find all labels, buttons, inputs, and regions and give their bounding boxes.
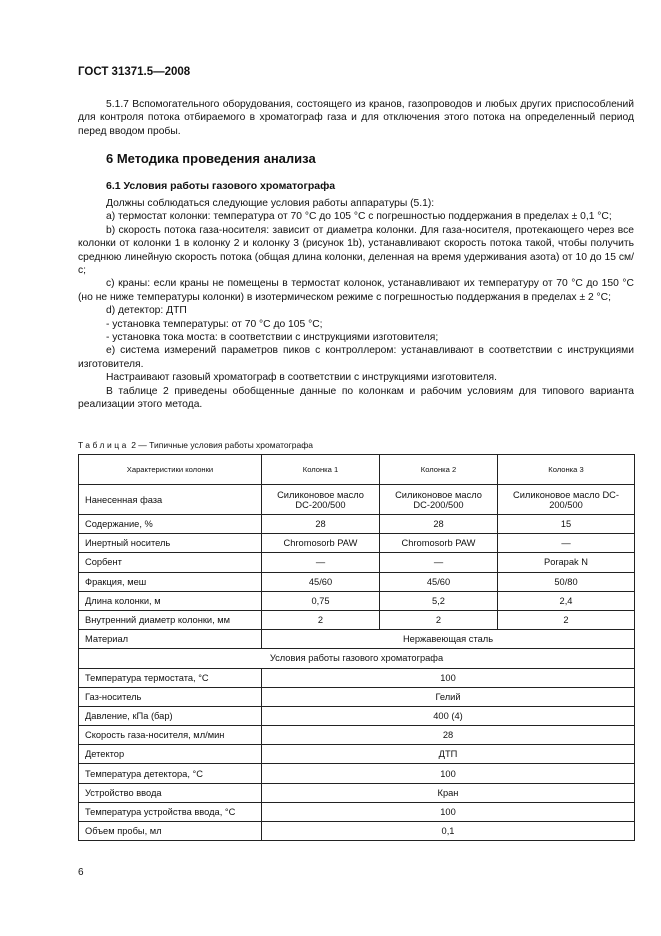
table-cell: 28 [262, 726, 635, 745]
table-cell: 100 [262, 802, 635, 821]
table-row [79, 822, 635, 841]
table-row [79, 649, 635, 668]
paragraph: a) термостат колонки: температура от 70 °С до 105 °С с погрешностью поддержания в пределах ± 0,1 °С; [106, 211, 612, 223]
section-heading: 6 Методика проведения анализа [106, 151, 316, 166]
paragraph: Настраивают газовый хроматограф в соответствии с инструкциями изготовителя. [106, 372, 497, 384]
table-row [79, 572, 635, 591]
table-cell: Устройство ввода [79, 783, 262, 802]
table-cell: Колонка 3 [498, 455, 635, 485]
table-cell: Содержание, % [79, 515, 262, 534]
table-cell: Материал [79, 630, 262, 649]
table-cell: ДТП [262, 745, 635, 764]
table-cell: Силиконовое масло DC-200/500 [262, 485, 380, 515]
table-cell: Силиконовое масло DC-200/500 [498, 485, 635, 515]
table-cell: 100 [262, 764, 635, 783]
table-cell: 45/60 [262, 572, 380, 591]
table-row [79, 553, 635, 572]
table-row [79, 455, 635, 485]
table-cell: Инертный носитель [79, 534, 262, 553]
paragraph: d) детектор: ДТП [106, 305, 187, 317]
page-number: 6 [78, 867, 84, 878]
table-cell: 2 [380, 610, 498, 629]
table-cell: Длина колонки, м [79, 591, 262, 610]
table-row [79, 764, 635, 783]
paragraph: e) система измерений параметров пиков с контроллером: устанавливают в соответствии с инструкциями изготовителя. [78, 345, 634, 370]
table-row [79, 610, 635, 629]
caption-label: Таблица [78, 440, 129, 450]
table-cell: 5,2 [380, 591, 498, 610]
table-cell: Скорость газа-носителя, мл/мин [79, 726, 262, 745]
table-row [79, 668, 635, 687]
table-row [79, 534, 635, 553]
table-row [79, 706, 635, 725]
table-cell: Porapak N [498, 553, 635, 572]
table-cell: 100 [262, 668, 635, 687]
table-cell: 50/80 [498, 572, 635, 591]
table-cell: 2,4 [498, 591, 635, 610]
table-cell: Нанесенная фаза [79, 485, 262, 515]
paragraph: b) скорость потока газа-носителя: зависит от диаметра колонки. Для газа-носителя, протекающего через все колонки от колонки 1 в колонку 2 и колонку 3 (рисунок 1b), устанавливают скорость потока такой, чтобы получить среднюю линейную скорость потока (общая длина колонки, деленная на время удерживания азота) от 10 до 15 см/с; [78, 224, 634, 277]
subsection-heading: 6.1 Условия работы газового хроматографа [106, 180, 336, 192]
table-cell: 0,75 [262, 591, 380, 610]
conditions-table [78, 454, 635, 841]
paragraph: В таблице 2 приведены обобщенные данные по колонкам и рабочим условиям для типового варианта реализации этого метода. [78, 385, 634, 411]
table-row [79, 745, 635, 764]
table-cell: 2 [498, 610, 635, 629]
table-cell: Chromosorb PAW [380, 534, 498, 553]
paragraph-text: 5.1.7 Вспомогательного оборудования, состоящего из кранов, газопроводов и любых других приспособлений для контроля потока отбираемого в хроматограф газа и для отключения этого потока на определенный период перед вводом пробы. [78, 99, 634, 137]
table-cell: 2 [262, 610, 380, 629]
paragraph: c) краны: если краны не помещены в термостат колонок, устанавливают их температуру от 70 °С до 150 °С (но не ниже температуры колонки) в изотермическом режиме с погрешностью поддержания в пределах ± 2 °С; [78, 278, 634, 303]
conditions-text [78, 197, 634, 412]
paragraph: Должны соблюдаться следующие условия работы аппаратуры (5.1): [106, 198, 435, 209]
table-cell: Внутренний диаметр колонки, мм [79, 610, 262, 629]
table-cell: 45/60 [380, 572, 498, 591]
table-cell: 28 [262, 515, 380, 534]
table-row [79, 591, 635, 610]
table-cell: Фракция, меш [79, 572, 262, 591]
table-cell: 15 [498, 515, 635, 534]
paragraph-5-1-7 [78, 98, 634, 138]
table-cell: Температура детектора, °С [79, 764, 262, 783]
paragraph: - установка температуры: от 70 °С до 105 °С; [106, 318, 323, 330]
table-cell: Характеристики колонки [79, 455, 262, 485]
table-cell: Кран [262, 783, 635, 802]
table-cell: — [262, 553, 380, 572]
table-row [79, 726, 635, 745]
table-cell: 28 [380, 515, 498, 534]
table-cell: Нержавеющая сталь [262, 630, 635, 649]
table-cell: Температура устройства ввода, °С [79, 802, 262, 821]
table-cell: Газ-носитель [79, 687, 262, 706]
table-caption [78, 440, 313, 450]
table-cell: Условия работы газового хроматографа [79, 649, 635, 668]
table-cell: Сорбент [79, 553, 262, 572]
table-cell: Колонка 2 [380, 455, 498, 485]
caption-text: 2 — Типичные условия работы хроматографа [131, 440, 313, 450]
table-cell: Объем пробы, мл [79, 822, 262, 841]
table-cell: 0,1 [262, 822, 635, 841]
table-cell: Детектор [79, 745, 262, 764]
table-cell: 400 (4) [262, 706, 635, 725]
table-cell: — [380, 553, 498, 572]
table-row [79, 783, 635, 802]
table-cell: Колонка 1 [262, 455, 380, 485]
table-cell: Температура термостата, °С [79, 668, 262, 687]
table-row [79, 630, 635, 649]
table-row [79, 687, 635, 706]
table-cell: Силиконовое масло DC-200/500 [380, 485, 498, 515]
document-header: ГОСТ 31371.5—2008 [78, 66, 191, 78]
table-cell: Chromosorb PAW [262, 534, 380, 553]
table-row [79, 515, 635, 534]
paragraph: - установка тока моста: в соответствии с инструкциями изготовителя; [106, 332, 439, 344]
table-row [79, 802, 635, 821]
table-cell: Давление, кПа (бар) [79, 706, 262, 725]
table-cell: — [498, 534, 635, 553]
table-row [79, 485, 635, 515]
table-cell: Гелий [262, 687, 635, 706]
